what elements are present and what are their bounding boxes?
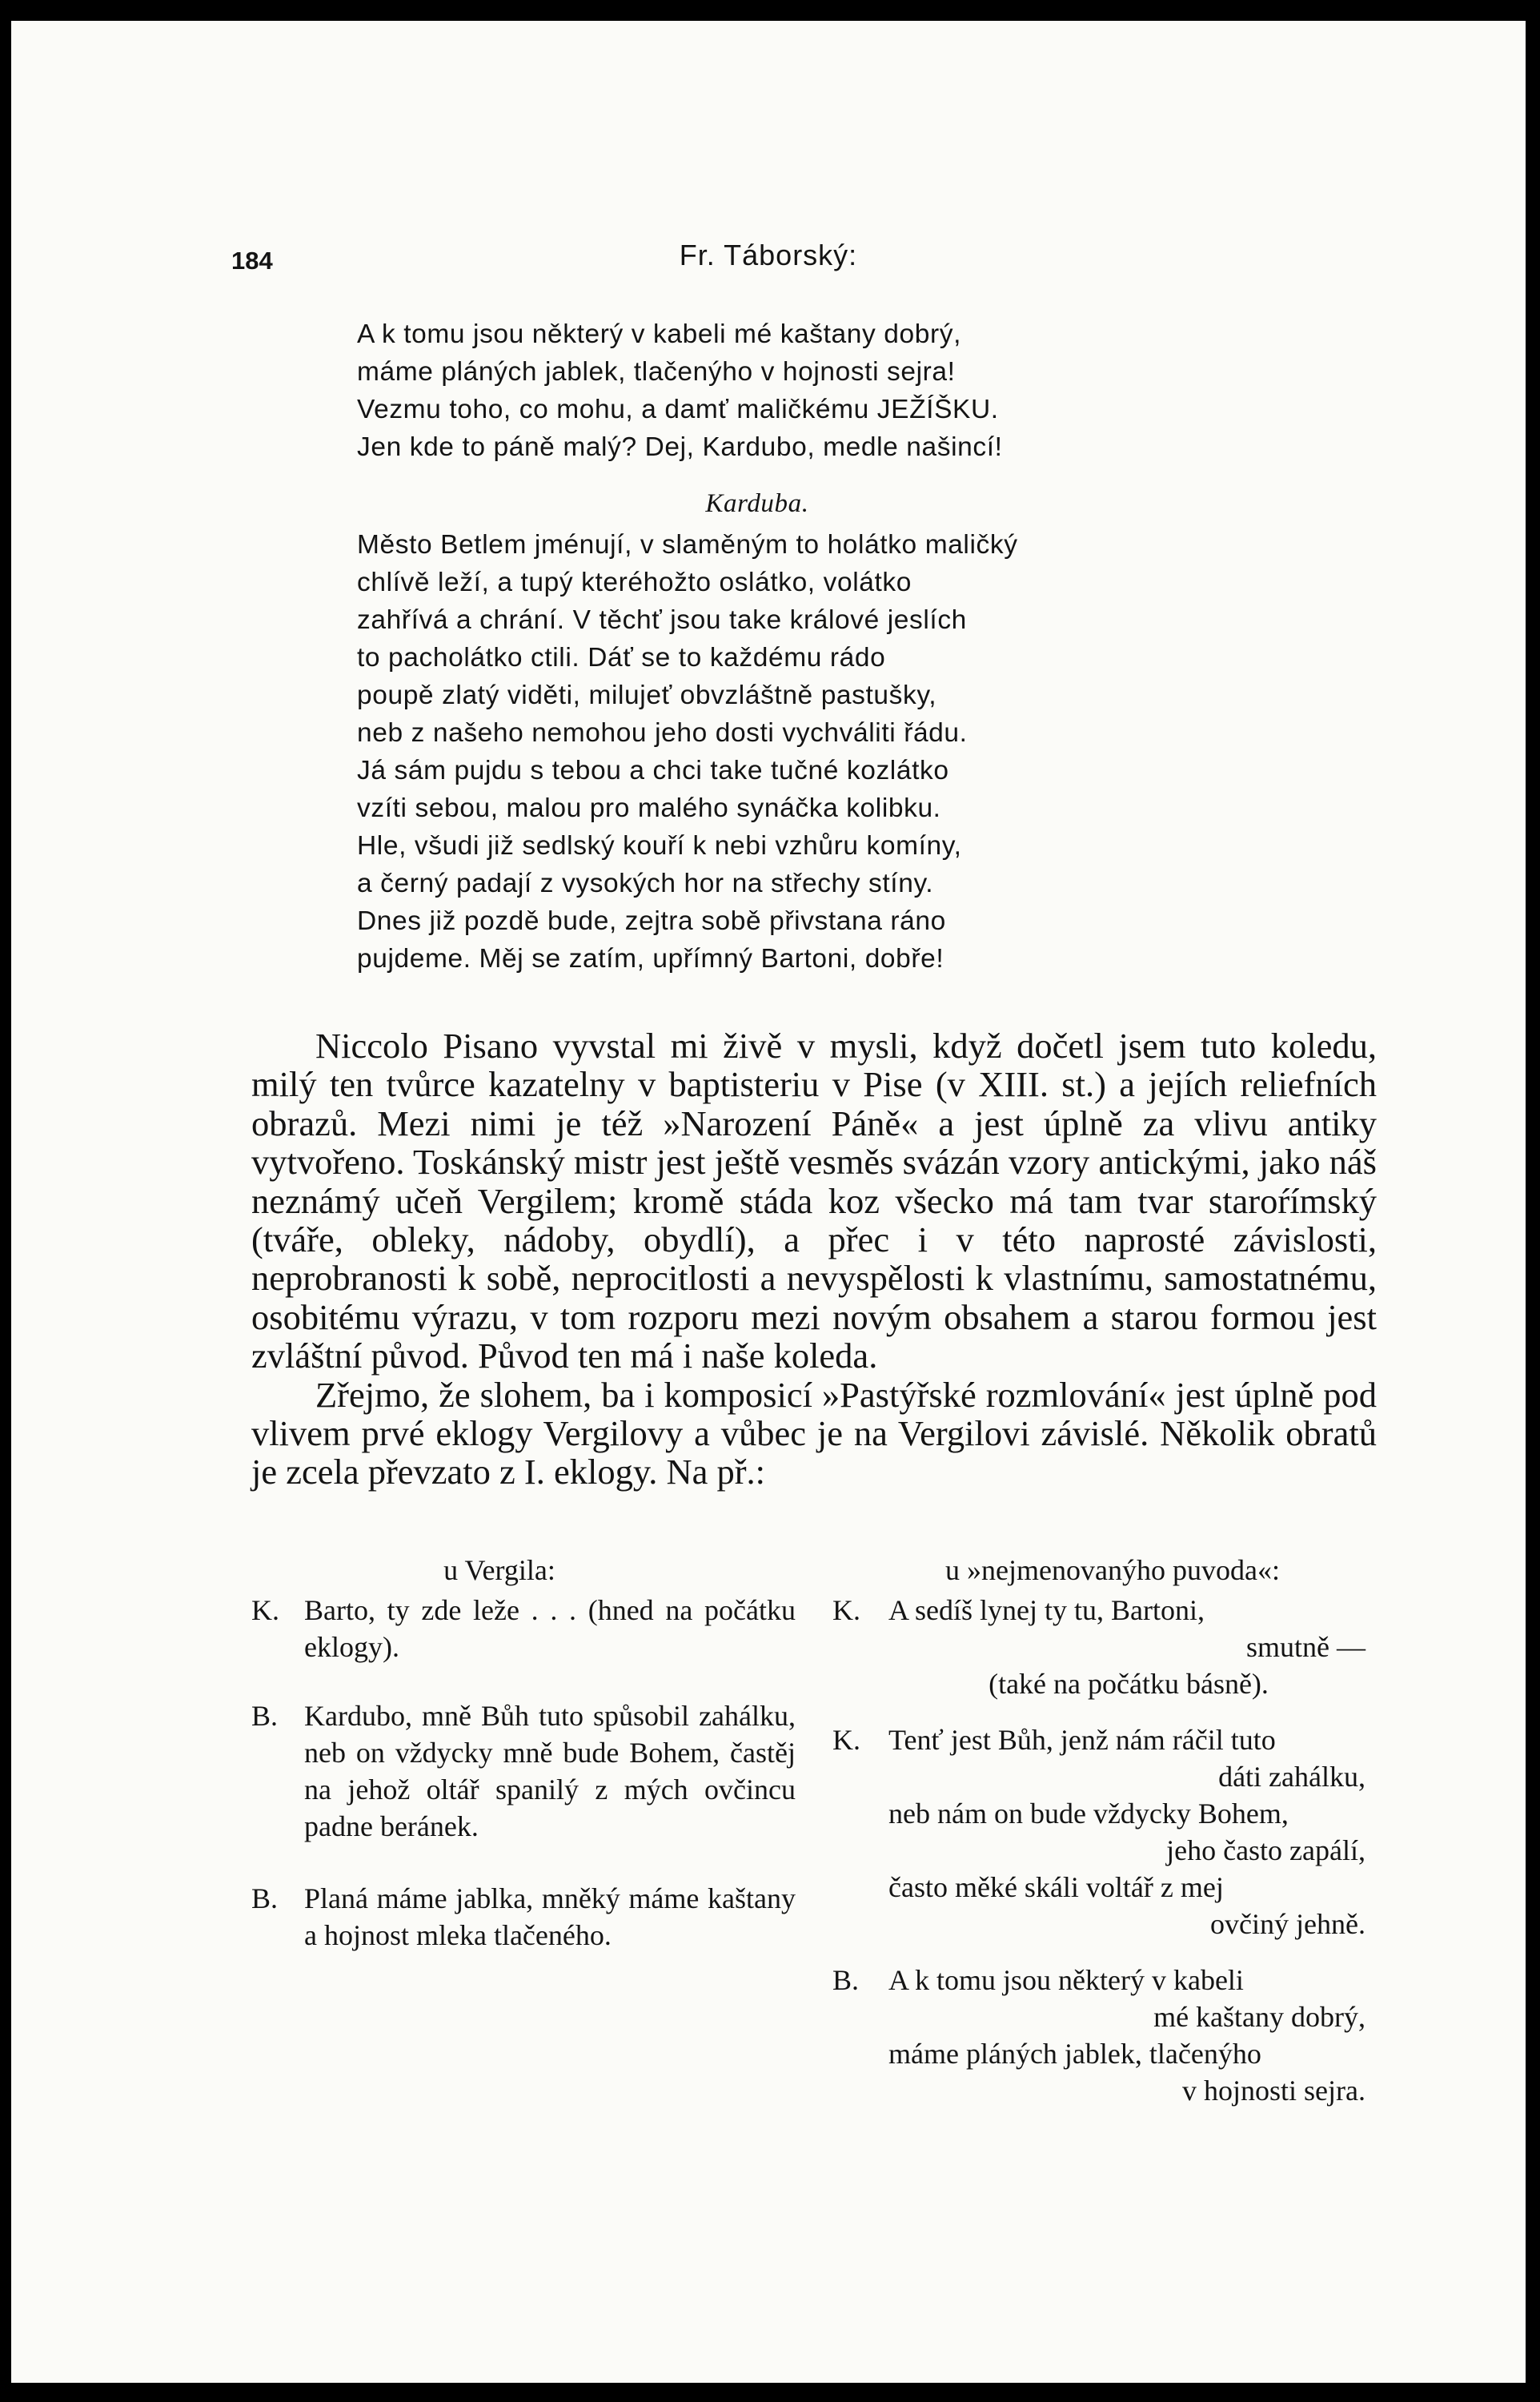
paragraph: Zřejmo, že slohem, ba i komposicí »Pastýřské rozmlování« jest úplně pod vlivem prvé eklogy Vergilovy a vůbec je na Vergilovi závislé. Několik obratů je zcela převzato z I. eklogy. Na př.:	[251, 1374, 1377, 1492]
paragraph: Niccolo Pisano vyvstal mi živě v mysli, když dočetl jsem tuto koledu, milý ten tvůrce kazatelny v baptisteriu v Pise (v XIII. st.) a jejích reliefních obrazů. Mezi nimi je též »Narození Páně« a jest úplně za vlivu antiky vytvořeno. Toskánský mistr jest ještě vesměs svázán vzory antickými, jako náš neznámý učeň Vergilem; kromě stáda koz všecko má tam tvar staroŕímský (tváře, obleky, nádoby, obydlí), a přec i v této naprosté závislosti, neprobranosti k sobě, neprocitlosti a nevyspělosti k vlastnímu, samostatnému, osobitému výrazu, v tom rozporu mezi novým obsahem a starou formou jest zvláštní původ. Původ ten má i naše koleda.	[251, 1026, 1377, 1376]
poem-excerpt	[357, 315, 1221, 978]
body-text	[251, 1026, 1377, 1492]
running-head: Fr. Táborský:	[679, 239, 858, 271]
column-heading: u »nejmenovanýho puvoda«:	[945, 1554, 1280, 1586]
poem-line: vzíti sebou, malou pro malého synáčka kolibku.	[357, 793, 941, 823]
speaker-mark: B.	[251, 1700, 279, 1732]
poem-line: Vezmu toho, co mohu, a damť maličkému JEŽÍŠKU.	[357, 395, 999, 424]
verse-line: často měké skáli voltář z mej	[888, 1871, 1224, 1903]
verse-line: máme pláných jablek, tlačenýho	[888, 2038, 1261, 2070]
poem-line: pujdeme. Měj se zatím, upřímný Bartoni, dobře!	[357, 944, 944, 974]
verse-note: (také na počátku básně).	[989, 1668, 1269, 1700]
verse-line: Tenť jest Bůh, jenž nám ráčil tuto	[888, 1724, 1276, 1756]
speaker-mark: K.	[832, 1594, 860, 1626]
column-vergil	[251, 1552, 796, 1973]
speaker-mark: K.	[832, 1724, 860, 1756]
verse-line: mé kaštany dobrý,	[1153, 2001, 1366, 2033]
verse-text: Kardubo, mně Bůh tuto spůsobil zahálku, neb on vždycky mně bude Bohem, častěj na jehož oltář spanilý z mých ovčincu padne beránek.	[304, 1700, 796, 1842]
column-anonymous	[832, 1552, 1393, 2128]
verse-entry	[251, 1697, 796, 1845]
speaker-mark: K.	[251, 1594, 279, 1626]
column-heading: u Vergila:	[443, 1554, 555, 1586]
poem-line: neb z našeho nemohou jeho dosti vychváliti řádu.	[357, 718, 968, 748]
verse-entry	[251, 1592, 796, 1665]
verse-entry	[251, 1880, 796, 1954]
poem-line: A k tomu jsou některý v kabeli mé kaštany dobrý,	[357, 319, 961, 349]
poem-line: Hle, všudi již sedlský kouří k nebi vzhůru komíny,	[357, 831, 962, 861]
poem-line: zahřívá a chrání. V těchť jsou take králové jeslích	[357, 605, 967, 635]
verse-entry	[832, 1962, 1393, 2109]
verse-line: smutně —	[1246, 1631, 1366, 1663]
verse-line: neb nám on bude vždycky Bohem,	[888, 1797, 1289, 1830]
verse-line: ovčiný jehně.	[1210, 1908, 1366, 1940]
poem-line: Jen kde to páně malý? Dej, Kardubo, medle našincí!	[357, 432, 1003, 462]
verse-entry	[832, 1721, 1393, 1942]
verse-line: dáti zahálku,	[1218, 1761, 1366, 1793]
poem-line: a černý padají z vysokých hor na střechy stíny.	[357, 869, 934, 898]
speaker-mark: B.	[251, 1882, 279, 1914]
poem-line: to pacholátko ctili. Dáť se to každému rádo	[357, 643, 886, 673]
poem-speaker: Karduba.	[705, 489, 809, 518]
poem-line: máme pláných jablek, tlačenýho v hojnosti sejra!	[357, 357, 956, 387]
verse-line: A sedíš lynej ty tu, Bartoni,	[888, 1594, 1205, 1626]
verse-text	[888, 1721, 1393, 1942]
verse-line: jeho často zapálí,	[1166, 1834, 1366, 1866]
book-page	[11, 21, 1526, 2383]
poem-line: Město Betlem jménují, v slaměným to holátko maličký	[357, 530, 1018, 560]
verse-text	[888, 1592, 1393, 1665]
verse-text: Planá máme jablka, mněký máme kaštany a hojnost mleka tlačeného.	[304, 1882, 796, 1951]
verse-line: A k tomu jsou některý v kabeli	[888, 1964, 1244, 1996]
poem-stanza-1	[357, 315, 1221, 466]
verse-entry	[832, 1592, 1393, 1702]
verse-line: v hojnosti sejra.	[1182, 2075, 1366, 2107]
page-header	[11, 231, 1526, 279]
page-number: 184	[231, 247, 273, 275]
poem-line: Já sám pujdu s tebou a chci take tučné kozlátko	[357, 756, 949, 785]
poem-line: Dnes již pozdě bude, zejtra sobě přivstana ráno	[357, 906, 946, 936]
verse-text: Barto, ty zde leže . . . (hned na počátku eklogy).	[304, 1594, 796, 1663]
poem-line: chlívě leží, a tupý kteréhožto oslátko, volátko	[357, 568, 912, 597]
speaker-mark: B.	[832, 1964, 860, 1996]
poem-stanza-2	[357, 526, 1221, 978]
poem-line: poupě zlatý viděti, milujeť obvzláštně pastušky,	[357, 681, 937, 710]
verse-text	[888, 1962, 1393, 2109]
